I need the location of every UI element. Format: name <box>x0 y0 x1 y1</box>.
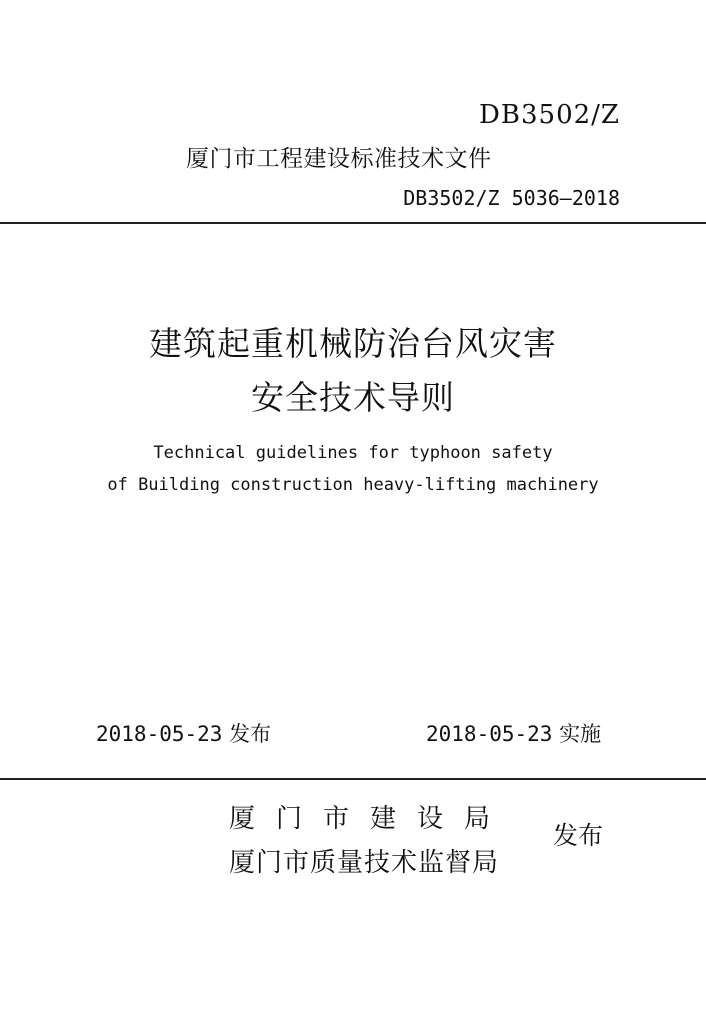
implementation-date-block <box>426 718 601 748</box>
bottom-divider <box>0 778 706 780</box>
document-category: 厦门市工程建设标准技术文件 <box>186 146 492 172</box>
title-english-line-1: Technical guidelines for typhoon safety <box>153 443 553 463</box>
implementation-date-label: 实施 <box>559 722 602 746</box>
issue-date-block <box>96 718 271 748</box>
issued-by-label: 发布 <box>553 821 604 850</box>
issuer-quality-bureau: 厦门市质量技术监督局 <box>229 848 500 878</box>
title-chinese-line-1: 建筑起重机械防治台风灾害 <box>149 324 557 363</box>
title-chinese-line-2: 安全技术导则 <box>251 378 455 417</box>
issue-date-label: 发布 <box>229 722 272 746</box>
issuer-construction-bureau: 厦门市建设局 <box>229 804 512 834</box>
issue-date: 2018-05-23 <box>96 722 223 746</box>
series-code: DB3502/Z <box>479 100 620 130</box>
top-divider <box>0 222 706 224</box>
implementation-date: 2018-05-23 <box>426 722 553 746</box>
document-number: DB3502/Z 5036—2018 <box>403 186 620 210</box>
title-english-line-2: of Building construction heavy-lifting machinery <box>107 475 599 495</box>
